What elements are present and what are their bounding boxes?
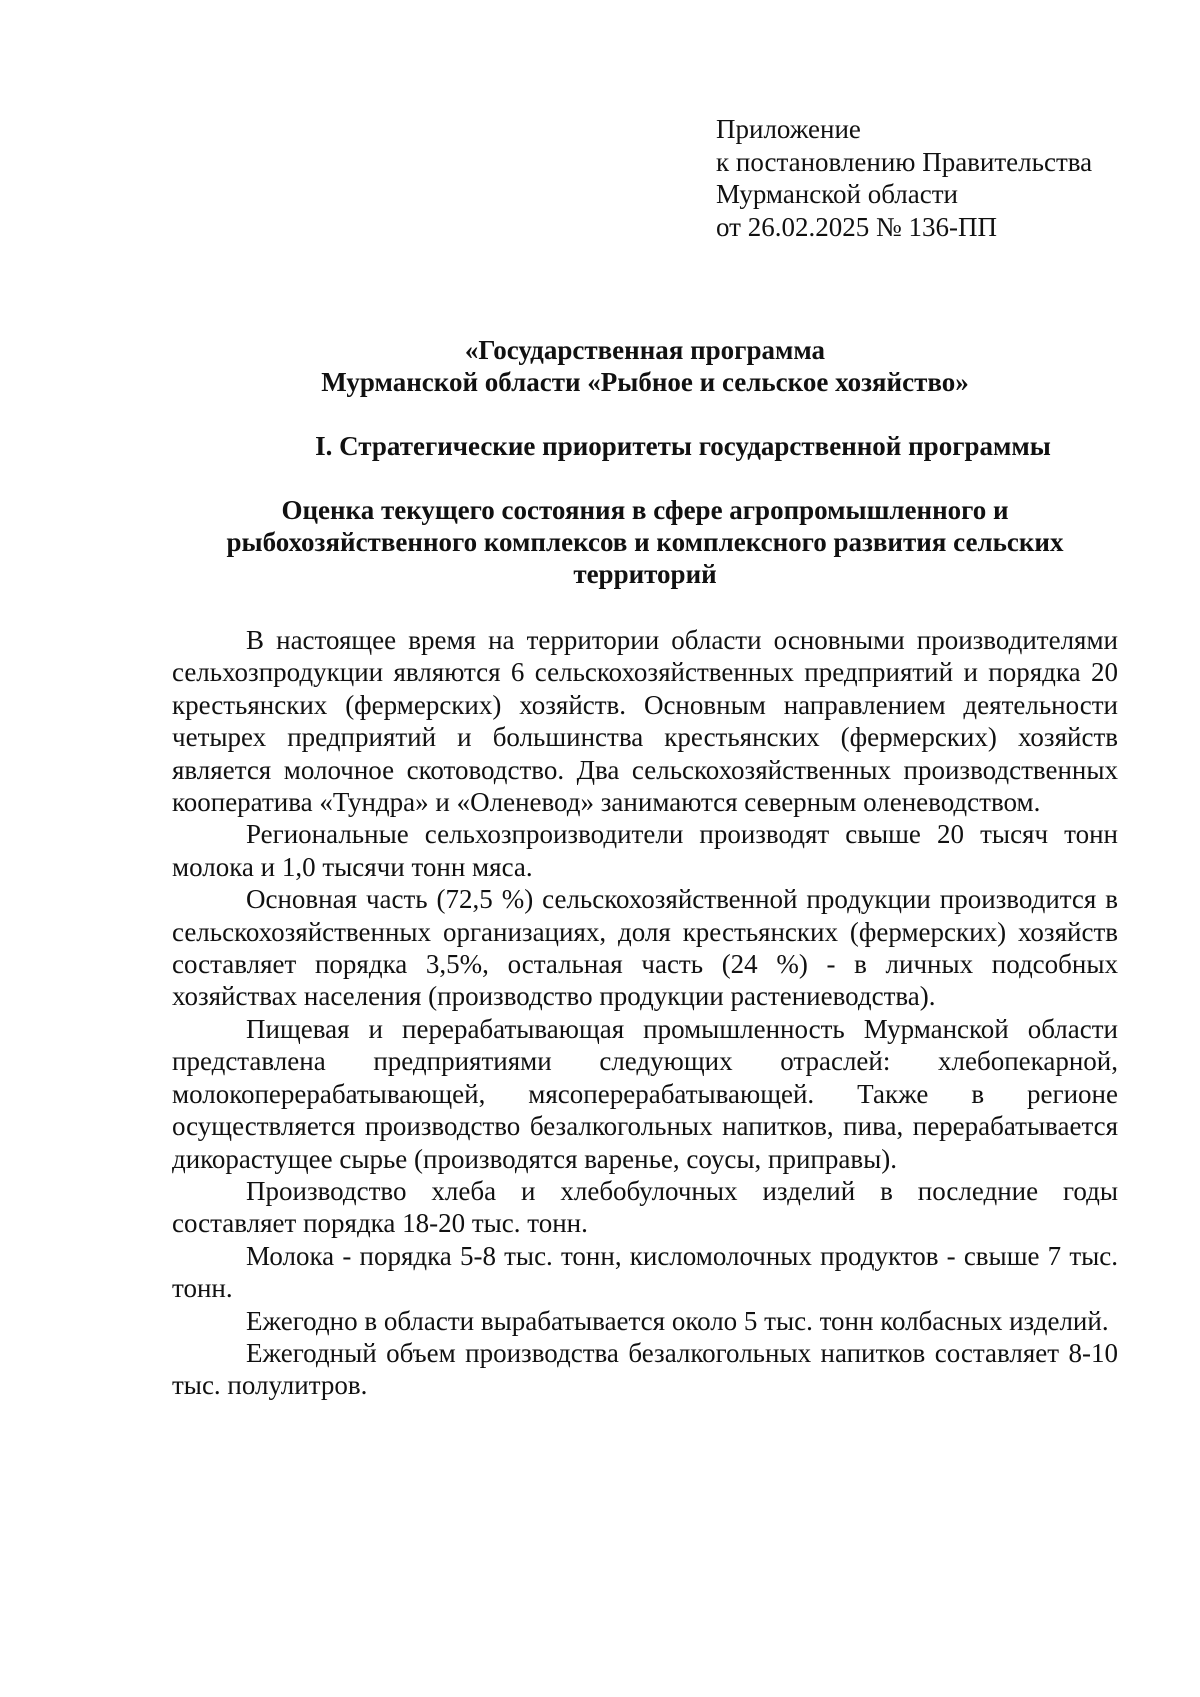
appendix-line-4: от 26.02.2025 № 136-ПП [716, 211, 997, 242]
assessment-title [172, 494, 1118, 590]
paragraph: Региональные сельхозпроизводители производят свыше 20 тысяч тонн молока и 1,0 тысячи тонн мяса. [172, 819, 1118, 882]
section-title [210, 430, 1156, 462]
assessment-title-line-3: территорий [573, 559, 717, 589]
appendix-line-2: к постановлению Правительства [716, 146, 1093, 177]
paragraph: Производство хлеба и хлебобулочных изделий в последние годы составляет порядка 18-20 тыс. тонн. [172, 1175, 1118, 1239]
paragraph: Ежегодно в области вырабатывается около 5 тыс. тонн колбасных изделий. [246, 1305, 1109, 1336]
assessment-title-line-2: рыбохозяйственного комплексов и комплексного развития сельских [226, 527, 1064, 557]
section-title-text: I. Стратегические приоритеты государственной программы [315, 431, 1051, 461]
appendix-line-3: Мурманской области [716, 179, 958, 209]
program-title-line-1: «Государственная программа [464, 335, 826, 365]
appendix-line-1: Приложение [716, 114, 861, 144]
paragraph: Основная часть (72,5 %) сельскохозяйственной продукции производится в сельскохозяйственных организациях, доля крестьянских (фермерских) хозяйств составляет порядка 3,5%, остальная часть (24 %) - в личных подсобных хозяйствах населения (производство продукции растениеводства). [172, 884, 1118, 1012]
assessment-title-line-1: Оценка текущего состояния в сфере агропромышленного и [281, 495, 1009, 525]
paragraph: Молока - порядка 5-8 тыс. тонн, кисломолочных продуктов - свыше 7 тыс. тонн. [172, 1240, 1118, 1304]
paragraph: Ежегодный объем производства безалкогольных напитков составляет 8-10 тыс. полулитров. [172, 1337, 1118, 1401]
paragraph: В настоящее время на территории области основными производителями сельхозпродукции являются 6 сельскохозяйственных предприятий и порядка 20 крестьянских (фермерских) хозяйств. Основным направлением деятельности четырех предприятий и большинства крестьянских (фермерских) хозяйств является молочное скотоводство. Два сельскохозяйственных производственных кооператива «Тундра» и «Оленевод» занимаются северным оленеводством. [172, 625, 1118, 818]
body-text [172, 624, 1118, 1402]
paragraph: Пищевая и перерабатывающая промышленность Мурманской области представлена предприятиями следующих отраслей: хлебопекарной, молокоперерабатывающей, мясоперерабатывающей. Также в регионе осуществляется производство безалкогольных напитков, пива, перерабатывается дикорастущее сырье (производятся варенье, соусы, приправы). [172, 1013, 1118, 1174]
program-title [172, 334, 1118, 398]
appendix-block [716, 113, 1092, 243]
program-title-line-2: Мурманской области «Рыбное и сельское хозяйство» [321, 367, 969, 397]
